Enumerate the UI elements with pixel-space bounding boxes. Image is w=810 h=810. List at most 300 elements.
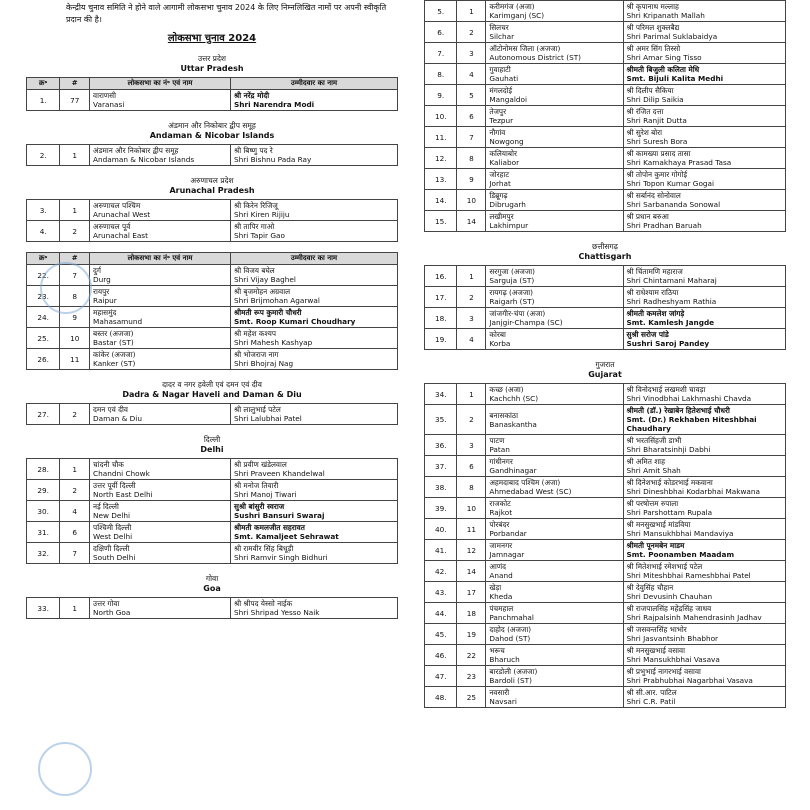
- constituency-name-english: North Goa: [93, 608, 131, 617]
- table-row: [425, 266, 786, 287]
- table-row: [425, 308, 786, 329]
- constituency-cell: [486, 106, 623, 127]
- table-row: [425, 64, 786, 85]
- serial-cell: 45.: [425, 624, 457, 645]
- candidate-cell: [623, 148, 785, 169]
- header-sr: क्र॰: [27, 78, 60, 90]
- candidate-cell: [623, 287, 785, 308]
- constituency-cell: [486, 384, 623, 405]
- constituency-name-hindi: सरगुजा (अजजा): [489, 267, 535, 276]
- candidate-name-hindi: श्री लालुभाई पटेल: [234, 405, 281, 414]
- candidate-cell: [623, 169, 785, 190]
- candidate-name-english: Sushri Saroj Pandey: [626, 339, 710, 348]
- candidate-cell: [231, 200, 398, 221]
- constituency-number-cell: 77: [60, 90, 90, 111]
- constituency-cell: [90, 459, 231, 480]
- constituency-cell: [90, 221, 231, 242]
- table-delhi: [26, 458, 398, 564]
- constituency-name-hindi: दक्षिणी दिल्ली: [93, 544, 130, 553]
- constituency-name-hindi: महासमुंद: [93, 308, 117, 317]
- constituency-number-cell: 4: [457, 64, 486, 85]
- constituency-cell: [486, 498, 623, 519]
- constituency-name-english: Varanasi: [93, 100, 125, 109]
- constituency-number-cell: 6: [457, 456, 486, 477]
- table-row: [27, 543, 398, 564]
- candidate-name-hindi: श्रीमती पूनमबेन माडम: [626, 541, 685, 550]
- constituency-name-hindi: आणंद: [489, 562, 506, 571]
- constituency-name-hindi: नवसारी: [489, 688, 510, 697]
- candidate-cell: [623, 582, 785, 603]
- constituency-name-hindi: उत्तर पूर्वी दिल्ली: [93, 481, 136, 490]
- constituency-number-cell: 1: [457, 266, 486, 287]
- table-dnh: [26, 403, 398, 425]
- constituency-number-cell: 5: [457, 85, 486, 106]
- header-constituency: लोकसभा का नं॰ एवं नाम: [90, 253, 231, 265]
- candidate-name-hindi: श्री विनोदभाई लखमशी चावड़ा: [626, 385, 706, 394]
- candidate-name-english: Smt. Roop Kumari Choudhary: [234, 317, 356, 326]
- constituency-name-hindi: चांदनी चौक: [93, 460, 124, 469]
- candidate-name-hindi: श्री जसवन्तसिंह भाभोर: [626, 625, 687, 634]
- constituency-name-hindi: कांकेर (अजजा): [93, 350, 136, 359]
- serial-cell: 38.: [425, 477, 457, 498]
- constituency-number-cell: 18: [457, 603, 486, 624]
- constituency-name-english: Bastar (ST): [93, 338, 134, 347]
- candidate-cell: [623, 405, 785, 435]
- candidate-name-english: Shri Manoj Tiwari: [234, 490, 297, 499]
- table-header-row: [27, 78, 398, 90]
- serial-cell: 39.: [425, 498, 457, 519]
- candidate-cell: [231, 90, 398, 111]
- candidate-name-english: Shri Lalubhai Patel: [234, 414, 302, 423]
- candidate-cell: [623, 308, 785, 329]
- constituency-number-cell: 11: [457, 519, 486, 540]
- constituency-cell: [90, 480, 231, 501]
- candidate-name-english: Shri Suresh Bora: [626, 137, 688, 146]
- serial-cell: 17.: [425, 287, 457, 308]
- constituency-cell: [90, 265, 231, 286]
- constituency-name-hindi: दुर्ग: [93, 266, 102, 275]
- constituency-name-english: Raigarh (ST): [489, 297, 535, 306]
- candidate-name-english: Shri Parshottam Rupala: [626, 508, 713, 517]
- constituency-name-hindi: जांजगीर-चंपा (अजा): [489, 309, 546, 318]
- constituency-name-english: Karimganj (SC): [489, 11, 545, 20]
- candidate-name-english: Smt. Poonamben Maadam: [626, 550, 735, 559]
- constituency-name-hindi: मंगलदोई: [489, 86, 513, 95]
- serial-cell: 8.: [425, 64, 457, 85]
- constituency-cell: [486, 308, 623, 329]
- constituency-name-hindi: अंडमान और निकोबार द्वीप समूह: [93, 146, 179, 155]
- serial-cell: 43.: [425, 582, 457, 603]
- candidate-cell: [623, 624, 785, 645]
- candidate-cell: [231, 265, 398, 286]
- constituency-name-english: Mangaldoi: [489, 95, 528, 104]
- constituency-number-cell: 10: [457, 190, 486, 211]
- serial-cell: 37.: [425, 456, 457, 477]
- candidate-name-english: Shri Prabhubhai Nagarbhai Vasava: [626, 676, 753, 685]
- candidate-name-english: Shri Mansukhbhai Mandaviya: [626, 529, 734, 538]
- constituency-name-hindi: रायगढ़ (अजजा): [489, 288, 533, 297]
- candidate-name-english: Shri C.R. Patil: [626, 697, 676, 706]
- candidate-name-english: Shri Kiren Rijiju: [234, 210, 290, 219]
- candidate-name-hindi: श्री अमर सिंग तिस्सो: [626, 44, 681, 53]
- constituency-name-hindi: अहमदाबाद पश्चिम (अजा): [489, 478, 561, 487]
- candidate-name-hindi: श्री परिमल शुक्लबैद्य: [626, 23, 680, 32]
- serial-cell: 5.: [425, 1, 457, 22]
- candidate-name-hindi: श्री परषोत्तम रुपाला: [626, 499, 679, 508]
- constituency-name-english: Silchar: [489, 32, 515, 41]
- header-number: #: [60, 253, 90, 265]
- constituency-name-hindi: पश्चिमी दिल्ली: [93, 523, 132, 532]
- constituency-name-english: Durg: [93, 275, 111, 284]
- constituency-name-english: Panchmahal: [489, 613, 534, 622]
- candidate-name-hindi: श्री रामवीर सिंह बिधूड़ी: [234, 544, 294, 553]
- candidate-name-english: Shri Parimal Suklabaidya: [626, 32, 718, 41]
- candidate-name-hindi: श्री अमित शाह: [626, 457, 665, 466]
- constituency-name-hindi: राजकोट: [489, 499, 511, 508]
- constituency-cell: [486, 405, 623, 435]
- constituency-number-cell: 11: [60, 349, 90, 370]
- constituency-name-english: Autonomous District (ST): [489, 53, 582, 62]
- constituency-name-english: Janjgir-Champa (SC): [489, 318, 563, 327]
- candidate-name-hindi: श्री श्रीपद येस्सो नाईक: [234, 599, 293, 608]
- serial-cell: 36.: [425, 435, 457, 456]
- candidate-name-english: Shri Vinodbhai Lakhmashi Chavda: [626, 394, 752, 403]
- constituency-number-cell: 10: [457, 498, 486, 519]
- candidate-name-hindi: श्री राधेश्याम राठिया: [626, 288, 679, 297]
- constituency-cell: [486, 43, 623, 64]
- constituency-name-english: Andaman & Nicobar Islands: [93, 155, 195, 164]
- candidate-name-english: Shri Dineshbhai Kodarbhai Makwana: [626, 487, 760, 496]
- table-row: [425, 106, 786, 127]
- constituency-name-hindi: करीमगंज (अजा): [489, 2, 535, 11]
- candidate-cell: [623, 498, 785, 519]
- constituency-cell: [90, 598, 231, 619]
- constituency-cell: [486, 687, 623, 708]
- constituency-cell: [486, 540, 623, 561]
- constituency-cell: [486, 666, 623, 687]
- candidate-cell: [231, 404, 398, 425]
- candidate-name-english: Shri Bishnu Pada Ray: [234, 155, 312, 164]
- candidate-name-hindi: श्री दिनेशभाई कोडरभाई मकवाना: [626, 478, 713, 487]
- constituency-number-cell: 19: [457, 624, 486, 645]
- constituency-name-hindi: पंचमहाल: [489, 604, 514, 613]
- serial-cell: 33.: [27, 598, 60, 619]
- constituency-name-english: Arunachal West: [93, 210, 151, 219]
- constituency-cell: [486, 85, 623, 106]
- candidate-cell: [623, 266, 785, 287]
- table-row: [425, 624, 786, 645]
- candidate-name-english: Shri Bhojraj Nag: [234, 359, 294, 368]
- table-row: [425, 22, 786, 43]
- table-row: [425, 169, 786, 190]
- candidate-cell: [231, 145, 398, 166]
- constituency-name-english: Gandhinagar: [489, 466, 537, 475]
- constituency-number-cell: 3: [457, 435, 486, 456]
- left-column: [26, 0, 398, 619]
- table-cg: [424, 265, 786, 350]
- table-row: [425, 666, 786, 687]
- header-candidate: उम्मीदवार का नाम: [231, 253, 398, 265]
- constituency-name-hindi: भरूच: [489, 646, 505, 655]
- candidate-cell: [231, 543, 398, 564]
- serial-cell: 18.: [425, 308, 457, 329]
- candidate-cell: [231, 286, 398, 307]
- candidate-cell: [231, 328, 398, 349]
- candidate-name-hindi: श्री सी.आर. पाटिल: [626, 688, 677, 697]
- state-heading-delhi: दिल्ली Delhi: [200, 435, 224, 454]
- constituency-name-english: North East Delhi: [93, 490, 153, 499]
- constituency-name-english: Porbandar: [489, 529, 527, 538]
- constituency-number-cell: 1: [60, 459, 90, 480]
- table-row: [27, 349, 398, 370]
- table-row: [27, 522, 398, 543]
- candidate-name-hindi: श्री देवुसिंह चौहान: [626, 583, 674, 592]
- constituency-name-english: Patan: [489, 445, 510, 454]
- candidate-name-hindi: श्री तापिर गाओ: [234, 222, 275, 231]
- serial-cell: 28.: [27, 459, 60, 480]
- constituency-name-english: Bharuch: [489, 655, 520, 664]
- constituency-name-hindi: दमन एवं दीव: [93, 405, 128, 414]
- constituency-name-hindi: अरुणाचल पूर्व: [93, 222, 131, 231]
- serial-cell: 34.: [425, 384, 457, 405]
- candidate-name-hindi: श्री भोजराज नाग: [234, 350, 279, 359]
- candidate-name-english: Smt. Kamlesh Jangde: [626, 318, 715, 327]
- table-row: [425, 519, 786, 540]
- state-heading-gj: गुजरात Gujarat: [588, 360, 622, 379]
- candidate-cell: [623, 435, 785, 456]
- constituency-number-cell: 8: [457, 477, 486, 498]
- table-up: [26, 77, 398, 111]
- constituency-cell: [486, 169, 623, 190]
- state-heading-an: अंडमान और निकोबार द्वीप समूह Andaman & Nicobar Islands: [149, 121, 275, 140]
- candidate-name-hindi: श्रीमती कमलजीत सहरावत: [234, 523, 305, 532]
- table-row: [425, 435, 786, 456]
- serial-cell: 3.: [27, 200, 60, 221]
- candidate-name-hindi: श्री महेश कश्यप: [234, 329, 277, 338]
- candidate-name-hindi: श्री भरतसिंहजी डाभी: [626, 436, 682, 445]
- page-title: लोकसभा चुनाव 2024: [167, 33, 257, 44]
- table-row: [27, 90, 398, 111]
- right-column: [424, 0, 786, 708]
- candidate-name-hindi: सुश्री बांसुरी स्वराज: [234, 502, 285, 511]
- table-row: [27, 221, 398, 242]
- candidate-name-english: Shri Kamakhaya Prasad Tasa: [626, 158, 732, 167]
- constituency-number-cell: 3: [457, 308, 486, 329]
- constituency-number-cell: 4: [60, 501, 90, 522]
- serial-cell: 12.: [425, 148, 457, 169]
- table-row: [425, 384, 786, 405]
- candidate-name-english: Shri Mansukhbhai Vasava: [626, 655, 720, 664]
- candidate-name-hindi: श्री कृपानाथ मल्लाह: [626, 2, 679, 11]
- constituency-cell: [486, 603, 623, 624]
- constituency-cell: [486, 582, 623, 603]
- table-row: [425, 477, 786, 498]
- constituency-name-english: Anand: [489, 571, 513, 580]
- constituency-name-hindi: जामनगर: [489, 541, 513, 550]
- state-heading-goa: गोवा Goa: [203, 574, 221, 593]
- constituency-cell: [90, 501, 231, 522]
- candidate-cell: [623, 561, 785, 582]
- candidate-name-english: Shri Miteshbhai Rameshbhai Patel: [626, 571, 751, 580]
- constituency-cell: [90, 90, 231, 111]
- candidate-cell: [231, 598, 398, 619]
- constituency-number-cell: 2: [60, 480, 90, 501]
- serial-cell: 7.: [425, 43, 457, 64]
- constituency-cell: [486, 287, 623, 308]
- constituency-name-english: Sarguja (ST): [489, 276, 535, 285]
- candidate-name-english: Shri Rajpalsinh Mahendrasinh Jadhav: [626, 613, 762, 622]
- candidate-name-hindi: श्री बृजमोहन अग्रवाल: [234, 287, 291, 296]
- constituency-number-cell: 8: [457, 148, 486, 169]
- table-row: [27, 200, 398, 221]
- serial-cell: 19.: [425, 329, 457, 350]
- constituency-cell: [486, 624, 623, 645]
- candidate-cell: [623, 64, 785, 85]
- candidate-cell: [623, 603, 785, 624]
- constituency-name-hindi: पाटण: [489, 436, 505, 445]
- constituency-number-cell: 23: [457, 666, 486, 687]
- constituency-name-hindi: गुवाहाटी: [489, 65, 511, 74]
- serial-cell: 11.: [425, 127, 457, 148]
- serial-cell: 47.: [425, 666, 457, 687]
- candidate-name-hindi: श्री सुरेश बोरा: [626, 128, 663, 137]
- table-row: [425, 456, 786, 477]
- constituency-name-hindi: बारडोली (अजजा): [489, 667, 538, 676]
- constituency-name-hindi: गांधीनगर: [489, 457, 513, 466]
- candidate-name-hindi: श्री किरेन रिजिजू: [234, 201, 278, 210]
- constituency-number-cell: 4: [457, 329, 486, 350]
- constituency-name-english: Ahmedabad West (SC): [489, 487, 572, 496]
- serial-cell: 6.: [425, 22, 457, 43]
- constituency-cell: [486, 22, 623, 43]
- constituency-cell: [90, 404, 231, 425]
- table-goa: [26, 597, 398, 619]
- serial-cell: 14.: [425, 190, 457, 211]
- constituency-cell: [486, 561, 623, 582]
- table-row: [425, 405, 786, 435]
- constituency-name-english: South Delhi: [93, 553, 136, 562]
- constituency-name-hindi: बनासकांठा: [489, 410, 519, 420]
- candidate-cell: [623, 687, 785, 708]
- candidate-name-hindi: श्री सर्बानंद सोनोवाल: [626, 191, 681, 200]
- serial-cell: 27.: [27, 404, 60, 425]
- constituency-number-cell: 2: [457, 287, 486, 308]
- candidate-name-hindi: श्रीमती कमलेश जांगड़े: [626, 309, 685, 318]
- constituency-number-cell: 1: [457, 384, 486, 405]
- constituency-number-cell: 7: [60, 265, 90, 286]
- constituency-name-hindi: कच्छ (अजा): [489, 385, 524, 394]
- constituency-cell: [486, 148, 623, 169]
- constituency-name-hindi: दाहोद (अजजा): [489, 625, 532, 634]
- candidate-name-english: Shri Vijay Baghel: [234, 275, 296, 284]
- constituency-name-english: Korba: [489, 339, 511, 348]
- candidate-name-english: Shri Amit Shah: [626, 466, 681, 475]
- candidate-cell: [231, 307, 398, 328]
- table-row: [425, 603, 786, 624]
- serial-cell: 42.: [425, 561, 457, 582]
- candidate-name-hindi: श्रीमती बिजुली कलिता मेधि: [626, 65, 700, 74]
- candidate-cell: [231, 459, 398, 480]
- constituency-name-hindi: सिलचर: [489, 23, 509, 32]
- constituency-name-hindi: लखीमपुर: [489, 212, 514, 221]
- constituency-cell: [90, 145, 231, 166]
- constituency-name-english: Mahasamund: [93, 317, 143, 326]
- candidate-name-hindi: श्रीमती रूप कुमारी चौधरी: [234, 308, 302, 317]
- candidate-name-hindi: श्री मनोज तिवारी: [234, 481, 279, 490]
- serial-cell: 9.: [425, 85, 457, 106]
- table-row: [425, 540, 786, 561]
- constituency-name-hindi: नई दिल्ली: [93, 502, 119, 511]
- constituency-cell: [90, 328, 231, 349]
- candidate-name-english: Shri Tapir Gao: [234, 231, 285, 240]
- constituency-cell: [486, 329, 623, 350]
- header-number: #: [60, 78, 90, 90]
- constituency-number-cell: 1: [60, 598, 90, 619]
- candidate-cell: [623, 1, 785, 22]
- table-gj: [424, 383, 786, 708]
- candidate-name-english: Shri Ramvir Singh Bidhuri: [234, 553, 328, 562]
- candidate-name-hindi: श्री रंजित दत्ता: [626, 107, 664, 116]
- constituency-name-hindi: बस्तर (अजजा): [93, 329, 134, 338]
- constituency-name-english: Kanker (ST): [93, 359, 136, 368]
- candidate-cell: [623, 666, 785, 687]
- constituency-cell: [486, 456, 623, 477]
- candidate-cell: [623, 211, 785, 232]
- candidate-name-hindi: श्री बिष्णु पद रे: [234, 146, 273, 155]
- constituency-cell: [90, 349, 231, 370]
- serial-cell: 46.: [425, 645, 457, 666]
- table-row: [27, 328, 398, 349]
- table-row: [425, 329, 786, 350]
- constituency-name-hindi: कलियाबोर: [489, 149, 517, 158]
- constituency-number-cell: 1: [457, 1, 486, 22]
- constituency-name-english: Nowgong: [489, 137, 524, 146]
- constituency-cell: [486, 477, 623, 498]
- constituency-number-cell: 2: [60, 221, 90, 242]
- candidate-name-english: Smt. (Dr.) Rekhaben Hiteshbhai Chaudhary: [626, 415, 757, 433]
- table-row: [425, 687, 786, 708]
- candidate-name-english: Smt. Bijuli Kalita Medhi: [626, 74, 724, 83]
- table-row: [27, 459, 398, 480]
- constituency-name-english: Raipur: [93, 296, 117, 305]
- serial-cell: 40.: [425, 519, 457, 540]
- constituency-cell: [90, 200, 231, 221]
- table-row: [425, 645, 786, 666]
- serial-cell: 32.: [27, 543, 60, 564]
- candidate-cell: [231, 480, 398, 501]
- candidate-name-english: Shri Topon Kumar Gogai: [626, 179, 715, 188]
- stamp-seal-icon: [38, 742, 92, 796]
- constituency-cell: [486, 127, 623, 148]
- constituency-cell: [90, 286, 231, 307]
- constituency-name-hindi: खेड़ा: [489, 583, 502, 592]
- constituency-name-english: Jamnagar: [489, 550, 525, 559]
- table-row: [27, 145, 398, 166]
- header-sr: क्र॰: [27, 253, 60, 265]
- table-row: [27, 404, 398, 425]
- constituency-name-hindi: नौगांव: [489, 128, 506, 137]
- state-heading-up: उत्तर प्रदेश Uttar Pradesh: [180, 54, 244, 73]
- constituency-name-hindi: पोरबंदर: [489, 520, 510, 529]
- candidate-cell: [623, 85, 785, 106]
- candidate-cell: [623, 384, 785, 405]
- constituency-name-hindi: कोरबा: [489, 330, 506, 339]
- serial-cell: 44.: [425, 603, 457, 624]
- candidate-name-hindi: श्री कामख्या प्रसाद तासा: [626, 149, 691, 158]
- candidate-name-english: Shri Praveen Khandelwal: [234, 469, 325, 478]
- table-an: [26, 144, 398, 166]
- candidate-cell: [623, 22, 785, 43]
